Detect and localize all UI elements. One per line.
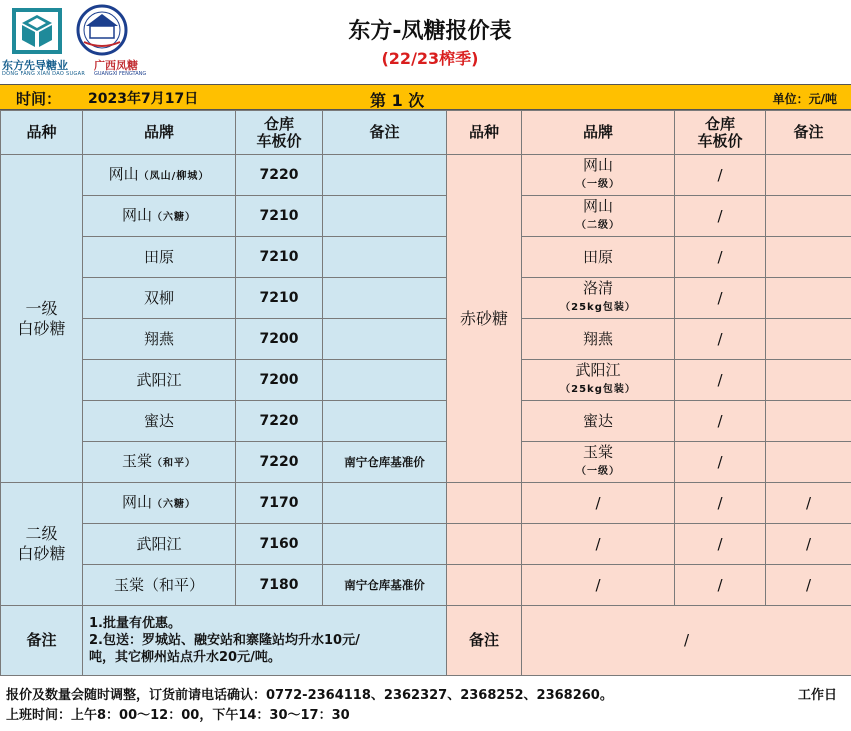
header-brand: 品牌 <box>83 111 236 155</box>
price-cell: 7210 <box>236 278 323 319</box>
red-empty-cell <box>447 565 522 606</box>
unit-label: 单位：元/吨 <box>772 92 837 106</box>
brand-cell: 双柳 <box>83 278 236 319</box>
table-row <box>1 360 851 401</box>
remark-cell: / <box>766 483 851 524</box>
price-cell: 7210 <box>236 237 323 278</box>
remark-cell <box>766 237 851 278</box>
price-cell: / <box>675 237 766 278</box>
header-variety-red: 品种 <box>447 111 522 155</box>
remark-cell: 南宁仓库基准价 <box>323 442 447 483</box>
brand-cell: 武阳江 （25kg包装） <box>522 360 675 401</box>
remark-cell: / <box>766 565 851 606</box>
remark-cell <box>323 319 447 360</box>
remark-cell <box>323 237 447 278</box>
brand-cell: 蜜达 <box>83 401 236 442</box>
logo2-caption: 广西凤糖 <box>94 59 138 72</box>
brand-cell: 武阳江 <box>83 360 236 401</box>
brand-cell: 玉棠 （一级） <box>522 442 675 483</box>
table-row <box>1 442 851 483</box>
red-empty-cell <box>447 524 522 565</box>
brand-cell: 田原 <box>83 237 236 278</box>
brand-cell: 玉棠（和平） <box>83 565 236 606</box>
table-header-row <box>1 111 851 155</box>
price-cell: 7200 <box>236 319 323 360</box>
brand-cell: 网山（六糖） <box>83 483 236 524</box>
price-cell: / <box>675 278 766 319</box>
info-bar <box>0 84 851 110</box>
footer-workday: 工作日 <box>797 688 837 703</box>
price-cell: 7220 <box>236 155 323 196</box>
remark-cell <box>766 155 851 196</box>
remark-cell <box>323 278 447 319</box>
price-cell: 7160 <box>236 524 323 565</box>
remark-cell: / <box>766 524 851 565</box>
brand-cell: 田原 <box>522 237 675 278</box>
table-row <box>1 196 851 237</box>
brand-cell: / <box>522 565 675 606</box>
quote-date: 2023年7月17日 <box>88 91 199 107</box>
remark-cell <box>766 196 851 237</box>
price-cell: / <box>675 196 766 237</box>
grade2-label: 二级 白砂糖 <box>1 483 83 606</box>
table-row <box>1 401 851 442</box>
table-row <box>1 565 851 606</box>
notes-row <box>1 606 851 676</box>
red-empty-cell <box>447 483 522 524</box>
notes-value-red: / <box>522 606 851 676</box>
brand-cell: 网山 （二级） <box>522 196 675 237</box>
header-price-red: 仓库 车板价 <box>675 111 766 155</box>
remark-cell <box>323 155 447 196</box>
header-variety: 品种 <box>1 111 83 155</box>
table-row <box>1 278 851 319</box>
time-label: 时间： <box>16 90 62 108</box>
table-row <box>1 237 851 278</box>
red-sugar-label: 赤砂糖 <box>447 155 522 483</box>
grade1-label: 一级 白砂糖 <box>1 155 83 483</box>
price-cell: 7200 <box>236 360 323 401</box>
price-cell: / <box>675 442 766 483</box>
table-row <box>1 155 851 196</box>
price-cell: / <box>675 401 766 442</box>
remark-cell <box>323 401 447 442</box>
brand-cell: 网山（六糖） <box>83 196 236 237</box>
header <box>0 0 851 82</box>
brand-cell: 翔燕 <box>522 319 675 360</box>
notes-label: 备注 <box>1 606 83 676</box>
brand-cell: 玉棠（和平） <box>83 442 236 483</box>
header-brand-red: 品牌 <box>522 111 675 155</box>
table-row <box>1 524 851 565</box>
quote-count: 第 1 次 <box>370 91 425 110</box>
logo2-subcaption: GUANGXI FENGTANG <box>94 71 147 77</box>
remark-cell <box>766 401 851 442</box>
logo1-caption: 东方先导糖业 <box>2 59 68 72</box>
footer-hours: 上班时间：上午8：00～12：00，下午14：30～17：30 <box>6 708 350 723</box>
remark-cell <box>323 483 447 524</box>
remark-cell <box>766 360 851 401</box>
brand-cell: 蜜达 <box>522 401 675 442</box>
brand-cell: 网山 （一级） <box>522 155 675 196</box>
table-row <box>1 483 851 524</box>
brand-cell: 网山（凤山/柳城） <box>83 155 236 196</box>
logo1-subcaption: DONG FANG XIAN DAO SUGAR <box>2 71 86 77</box>
brand-cell: 翔燕 <box>83 319 236 360</box>
price-cell: 7170 <box>236 483 323 524</box>
table-row <box>1 319 851 360</box>
remark-cell: 南宁仓库基准价 <box>323 565 447 606</box>
price-cell: 7210 <box>236 196 323 237</box>
remark-cell <box>323 196 447 237</box>
price-cell: 7180 <box>236 565 323 606</box>
brand-cell: 武阳江 <box>83 524 236 565</box>
remark-cell <box>766 442 851 483</box>
fengtang-logo-icon <box>74 4 130 56</box>
price-cell: 7220 <box>236 442 323 483</box>
price-cell: / <box>675 565 766 606</box>
price-cell: / <box>675 360 766 401</box>
brand-cell: / <box>522 483 675 524</box>
price-cell: / <box>675 524 766 565</box>
brand-cell: 洛清 （25kg包装） <box>522 278 675 319</box>
page-title: 东方-凤糖报价表 <box>348 19 512 44</box>
remark-cell <box>323 360 447 401</box>
remark-cell <box>766 319 851 360</box>
notes-label-red: 备注 <box>447 606 522 676</box>
price-cell: / <box>675 483 766 524</box>
header-remark: 备注 <box>323 111 447 155</box>
remark-cell <box>766 278 851 319</box>
footer-contact: 报价及数量会随时调整，订货前请电话确认：0772-2364118、2362327、2368252、2368260。 <box>6 688 613 703</box>
remark-cell <box>323 524 447 565</box>
brand-cell: / <box>522 524 675 565</box>
price-cell: 7220 <box>236 401 323 442</box>
price-table <box>0 110 851 676</box>
price-cell: / <box>675 155 766 196</box>
dongfang-logo-icon <box>10 6 64 56</box>
notes-text: 1.批量有优惠。 2.包送：罗城站、融安站和寨隆站均升水10元/ 吨，其它柳州站点升水20元/吨。 <box>83 606 447 676</box>
header-price: 仓库 车板价 <box>236 111 323 155</box>
season-label: (22/23榨季) <box>381 49 479 68</box>
price-cell: / <box>675 319 766 360</box>
header-remark-red: 备注 <box>766 111 851 155</box>
